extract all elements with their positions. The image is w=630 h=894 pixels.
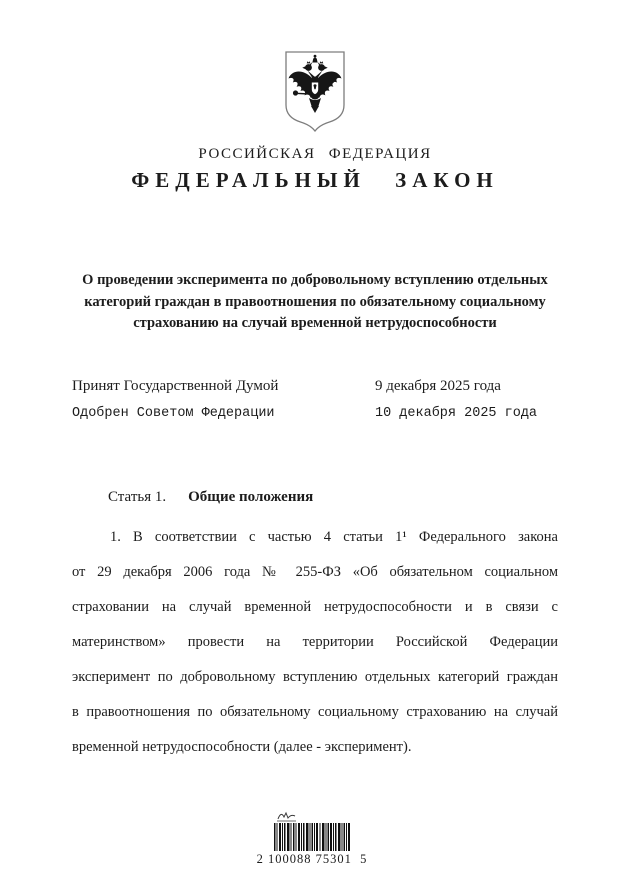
paragraph-line: 1. В соответствии с частью 4 статьи 1¹ Федерального закона xyxy=(110,529,558,545)
law-title-line-3: страхованию на случай временной нетрудоспособности xyxy=(133,315,497,331)
adopted-by-duma-date: 9 декабря 2025 года xyxy=(375,378,501,394)
russian-coat-of-arms-icon xyxy=(282,50,348,134)
law-title xyxy=(58,270,572,335)
law-title-line-1: О проведении эксперимента по добровольному вступлению отдельных xyxy=(82,272,548,288)
article-number: Статья 1. xyxy=(108,489,167,505)
barcode-number: 2 100088 75301 5 xyxy=(256,852,368,866)
adopted-by-duma-label: Принят Государственной Думой xyxy=(72,378,279,394)
law-type-heading: ФЕДЕРАЛЬНЫЙ ЗАКОН xyxy=(131,168,499,192)
paragraph-line: материнством» провести на территории Российской Федерации xyxy=(72,634,558,650)
approved-by-council-row xyxy=(72,406,558,421)
law-title-line-2: категорий граждан в правоотношения по обязательному социальному xyxy=(84,293,546,310)
barcode xyxy=(274,823,350,851)
adopted-by-duma-row xyxy=(72,378,558,395)
paragraph-line: в правоотношения по обязательному социальному страхованию на случай xyxy=(72,704,558,720)
paragraph-line: эксперимент по добровольному вступлению отдельных категорий граждан xyxy=(72,669,558,685)
article-title: Общие положения xyxy=(188,489,314,505)
paragraph-line: временной нетрудоспособности (далее - эксперимент). xyxy=(72,739,412,755)
article-1-heading xyxy=(108,489,313,506)
approved-by-council-label: Одобрен Советом Федерации xyxy=(72,406,275,421)
country-name-heading: РОССИЙСКАЯ ФЕДЕРАЦИЯ xyxy=(198,146,432,162)
paragraph-line: страховании на случай временной нетрудоспособности и в связи с xyxy=(72,599,558,615)
article-1-paragraph xyxy=(72,520,558,765)
handwritten-mark-icon xyxy=(276,810,298,823)
approved-by-council-date: 10 декабря 2025 года xyxy=(375,406,538,421)
paragraph-line: от 29 декабря 2006 года № 255-ФЗ «Об обязательном социальном xyxy=(72,564,558,580)
